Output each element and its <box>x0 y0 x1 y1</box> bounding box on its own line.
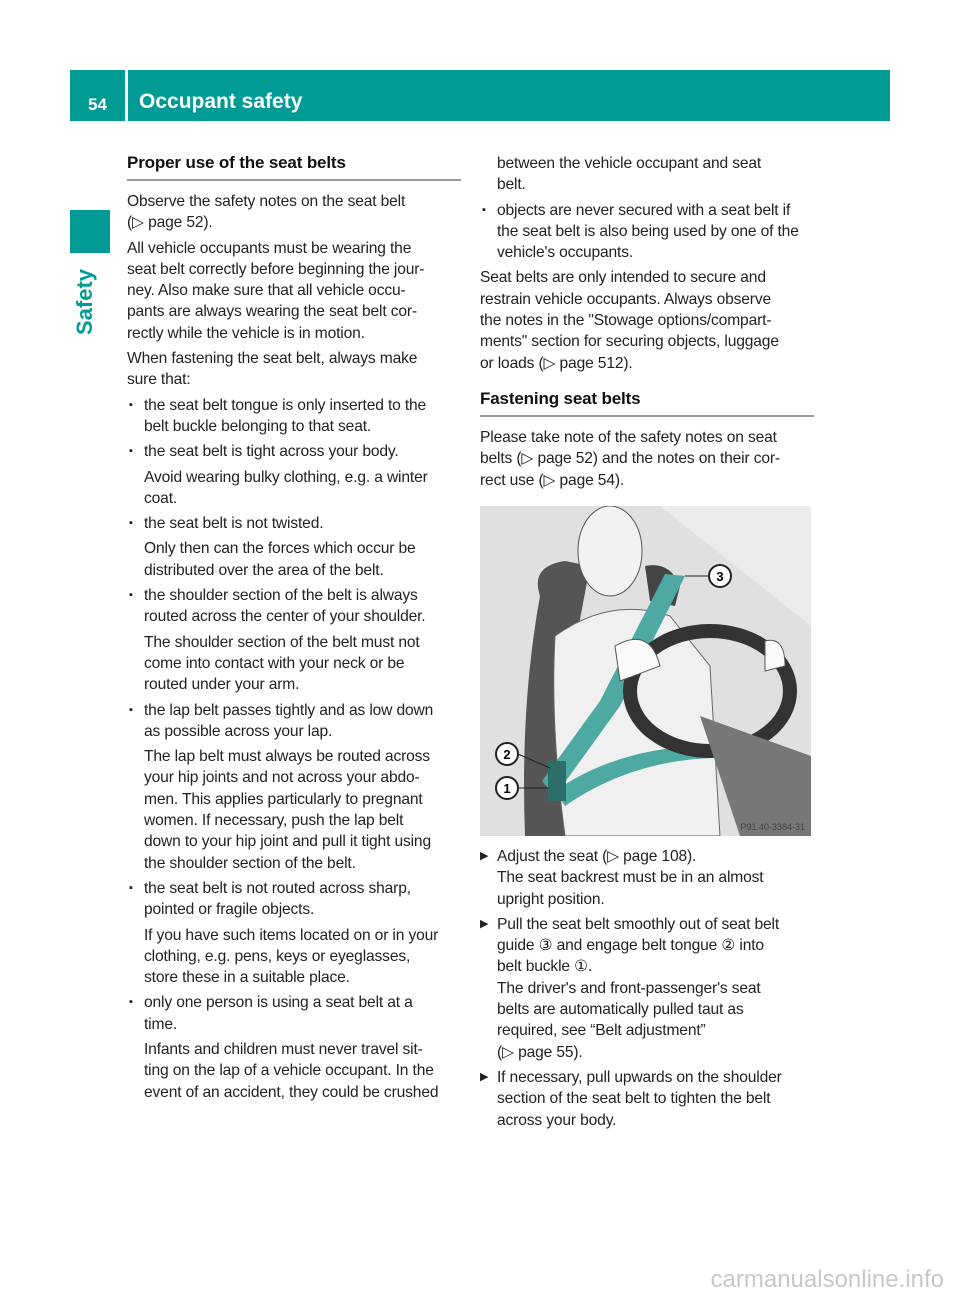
text-line: ▶ Adjust the seat (▷ page 108). <box>497 848 697 865</box>
bullet-item <box>127 585 461 628</box>
text-line: rect use (▷ page 54). <box>480 471 625 489</box>
instruction-step <box>480 846 814 910</box>
text-line: the seat belt is also being used by one of the <box>497 222 799 240</box>
text-line: Please take note of the safety notes on seat <box>480 428 777 446</box>
text-line: vehicle's occupants. <box>497 244 634 262</box>
text-line: belt. <box>497 176 526 194</box>
text-line: routed across the center of your shoulder. <box>144 608 426 626</box>
text-line: Avoid wearing bulky clothing, e.g. a winter <box>144 468 428 486</box>
text-line: The seat backrest must be in an almost <box>497 869 764 887</box>
paragraph <box>127 1039 461 1103</box>
text-line: required, see “Belt adjustment” <box>497 1022 706 1040</box>
text-line: time. <box>144 1015 178 1033</box>
paragraph <box>127 538 461 581</box>
text-line: The shoulder section of the belt must not <box>144 633 420 651</box>
text-line: ▪ the shoulder section of the belt is always <box>144 587 418 605</box>
paragraph <box>127 191 461 234</box>
section-header <box>128 70 890 121</box>
text-line: seat belt correctly before beginning the jour- <box>127 260 425 278</box>
text-line: belt buckle ①. <box>497 958 593 976</box>
text-line: restrain vehicle occupants. Always observe <box>480 290 771 308</box>
text-line: coat. <box>144 489 178 507</box>
right-column-top <box>480 153 814 491</box>
text-line: as possible across your lap. <box>144 722 333 740</box>
paragraph <box>127 746 461 874</box>
text-line: your hip joints and not across your abdo- <box>144 769 420 787</box>
text-line: men. This applies particularly to pregnant <box>144 790 423 808</box>
text-line: the shoulder section of the belt. <box>144 854 356 872</box>
text-line: ▪ only one person is using a seat belt at a <box>144 994 413 1012</box>
text-line: sure that: <box>127 371 191 389</box>
right-column-bottom <box>480 846 814 1131</box>
figure-code: P91.40-3384-31 <box>740 822 805 832</box>
text-line: routed under your arm. <box>144 676 300 694</box>
text-line: or loads (▷ page 512). <box>480 354 633 372</box>
text-line: ney. Also make sure that all vehicle occu- <box>127 282 406 300</box>
text-line: ▪ the seat belt is not twisted. <box>144 515 324 533</box>
seat-belt-illustration <box>480 506 811 836</box>
text-line: belts are automatically pulled taut as <box>497 1001 744 1019</box>
text-line: The lap belt must always be routed across <box>144 748 430 766</box>
page-number: 54 <box>88 95 107 114</box>
page-number-box <box>70 70 125 121</box>
text-line: clothing, e.g. pens, keys or eyeglasses, <box>144 947 411 965</box>
svg-text:2: 2 <box>503 747 511 762</box>
side-tab-label: Safety <box>72 268 97 335</box>
paragraph <box>127 238 461 344</box>
paragraph <box>127 348 461 391</box>
text-line: ▶ If necessary, pull upwards on the shoulder <box>497 1068 782 1086</box>
text-line: If you have such items located on or in your <box>144 926 439 944</box>
paragraph <box>480 267 814 373</box>
text-line: Infants and children must never travel sit- <box>144 1040 423 1058</box>
text-line: event of an accident, they could be crushed <box>144 1083 439 1101</box>
svg-text:1: 1 <box>503 781 511 796</box>
text-line: women. If necessary, push the lap belt <box>144 812 404 830</box>
text-line: between the vehicle occupant and seat <box>497 155 762 172</box>
text-line: section of the seat belt to tighten the belt <box>497 1090 771 1108</box>
heading-block <box>480 388 814 417</box>
bullet-item <box>127 878 461 921</box>
text-line: ▪ the seat belt tongue is only inserted to the <box>144 396 427 414</box>
bullet-item <box>127 700 461 743</box>
text-line: Only then can the forces which occur be <box>144 540 416 558</box>
instruction-step <box>480 914 814 1063</box>
text-line: rectly while the vehicle is in motion. <box>127 324 365 342</box>
section-heading: Fastening seat belts <box>480 388 814 417</box>
text-line: Observe the safety notes on the seat belt <box>127 193 406 210</box>
text-line: ting on the lap of a vehicle occupant. In the <box>144 1062 434 1080</box>
paragraph <box>127 632 461 696</box>
bullet-item <box>127 992 461 1035</box>
text-line: guide ③ and engage belt tongue ② into <box>497 937 764 955</box>
text-line: (▷ page 52). <box>127 214 213 232</box>
text-line: ▪ the seat belt is not routed across sharp, <box>144 879 411 897</box>
text-line: ▶ Pull the seat belt smoothly out of seat belt <box>497 915 780 933</box>
paragraph <box>127 467 461 510</box>
text-line: Seat belts are only intended to secure and <box>480 269 766 287</box>
bullet-item <box>127 395 461 438</box>
text-line: When fastening the seat belt, always make <box>127 350 418 368</box>
text-line: pointed or fragile objects. <box>144 901 315 919</box>
text-line: ments" section for securing objects, luggage <box>480 333 779 351</box>
text-line: ▪ objects are never secured with a seat belt if <box>497 201 791 219</box>
section-title: Occupant safety <box>139 90 303 113</box>
text-line: upright position. <box>497 890 605 908</box>
paragraph <box>127 925 461 989</box>
text-line: (▷ page 55). <box>497 1043 583 1061</box>
heading-block <box>127 152 461 181</box>
section-heading: Proper use of the seat belts <box>127 152 461 181</box>
text-line: The driver's and front-passenger's seat <box>497 979 761 997</box>
bullet-item <box>127 441 461 462</box>
text-line: belts (▷ page 52) and the notes on their cor- <box>480 450 780 468</box>
text-line: ▪ the lap belt passes tightly and as low down <box>144 701 434 719</box>
text-line: belt buckle belonging to that seat. <box>144 417 372 435</box>
text-line: come into contact with your neck or be <box>144 654 405 672</box>
bullet-item <box>127 513 461 534</box>
text-line: ▪ the seat belt is tight across your body. <box>144 443 399 461</box>
text-line: distributed over the area of the belt. <box>144 561 384 579</box>
svg-text:3: 3 <box>716 569 724 584</box>
side-tab-marker <box>70 210 110 253</box>
text-line: store these in a suitable place. <box>144 969 350 987</box>
text-line: All vehicle occupants must be wearing the <box>127 239 412 257</box>
paragraph <box>480 427 814 491</box>
seat-belt-drawing <box>480 506 811 836</box>
text-line: pants are always wearing the seat belt cor- <box>127 303 417 321</box>
text-line: across your body. <box>497 1111 617 1129</box>
bullet-item <box>480 200 814 264</box>
paragraph <box>480 153 814 196</box>
text-line: the notes in the "Stowage options/compart- <box>480 312 772 330</box>
instruction-step <box>480 1067 814 1131</box>
left-column <box>127 152 461 1103</box>
text-line: down to your hip joint and pull it tight using <box>144 833 431 851</box>
watermark: carmanualsonline.info <box>710 1266 944 1293</box>
